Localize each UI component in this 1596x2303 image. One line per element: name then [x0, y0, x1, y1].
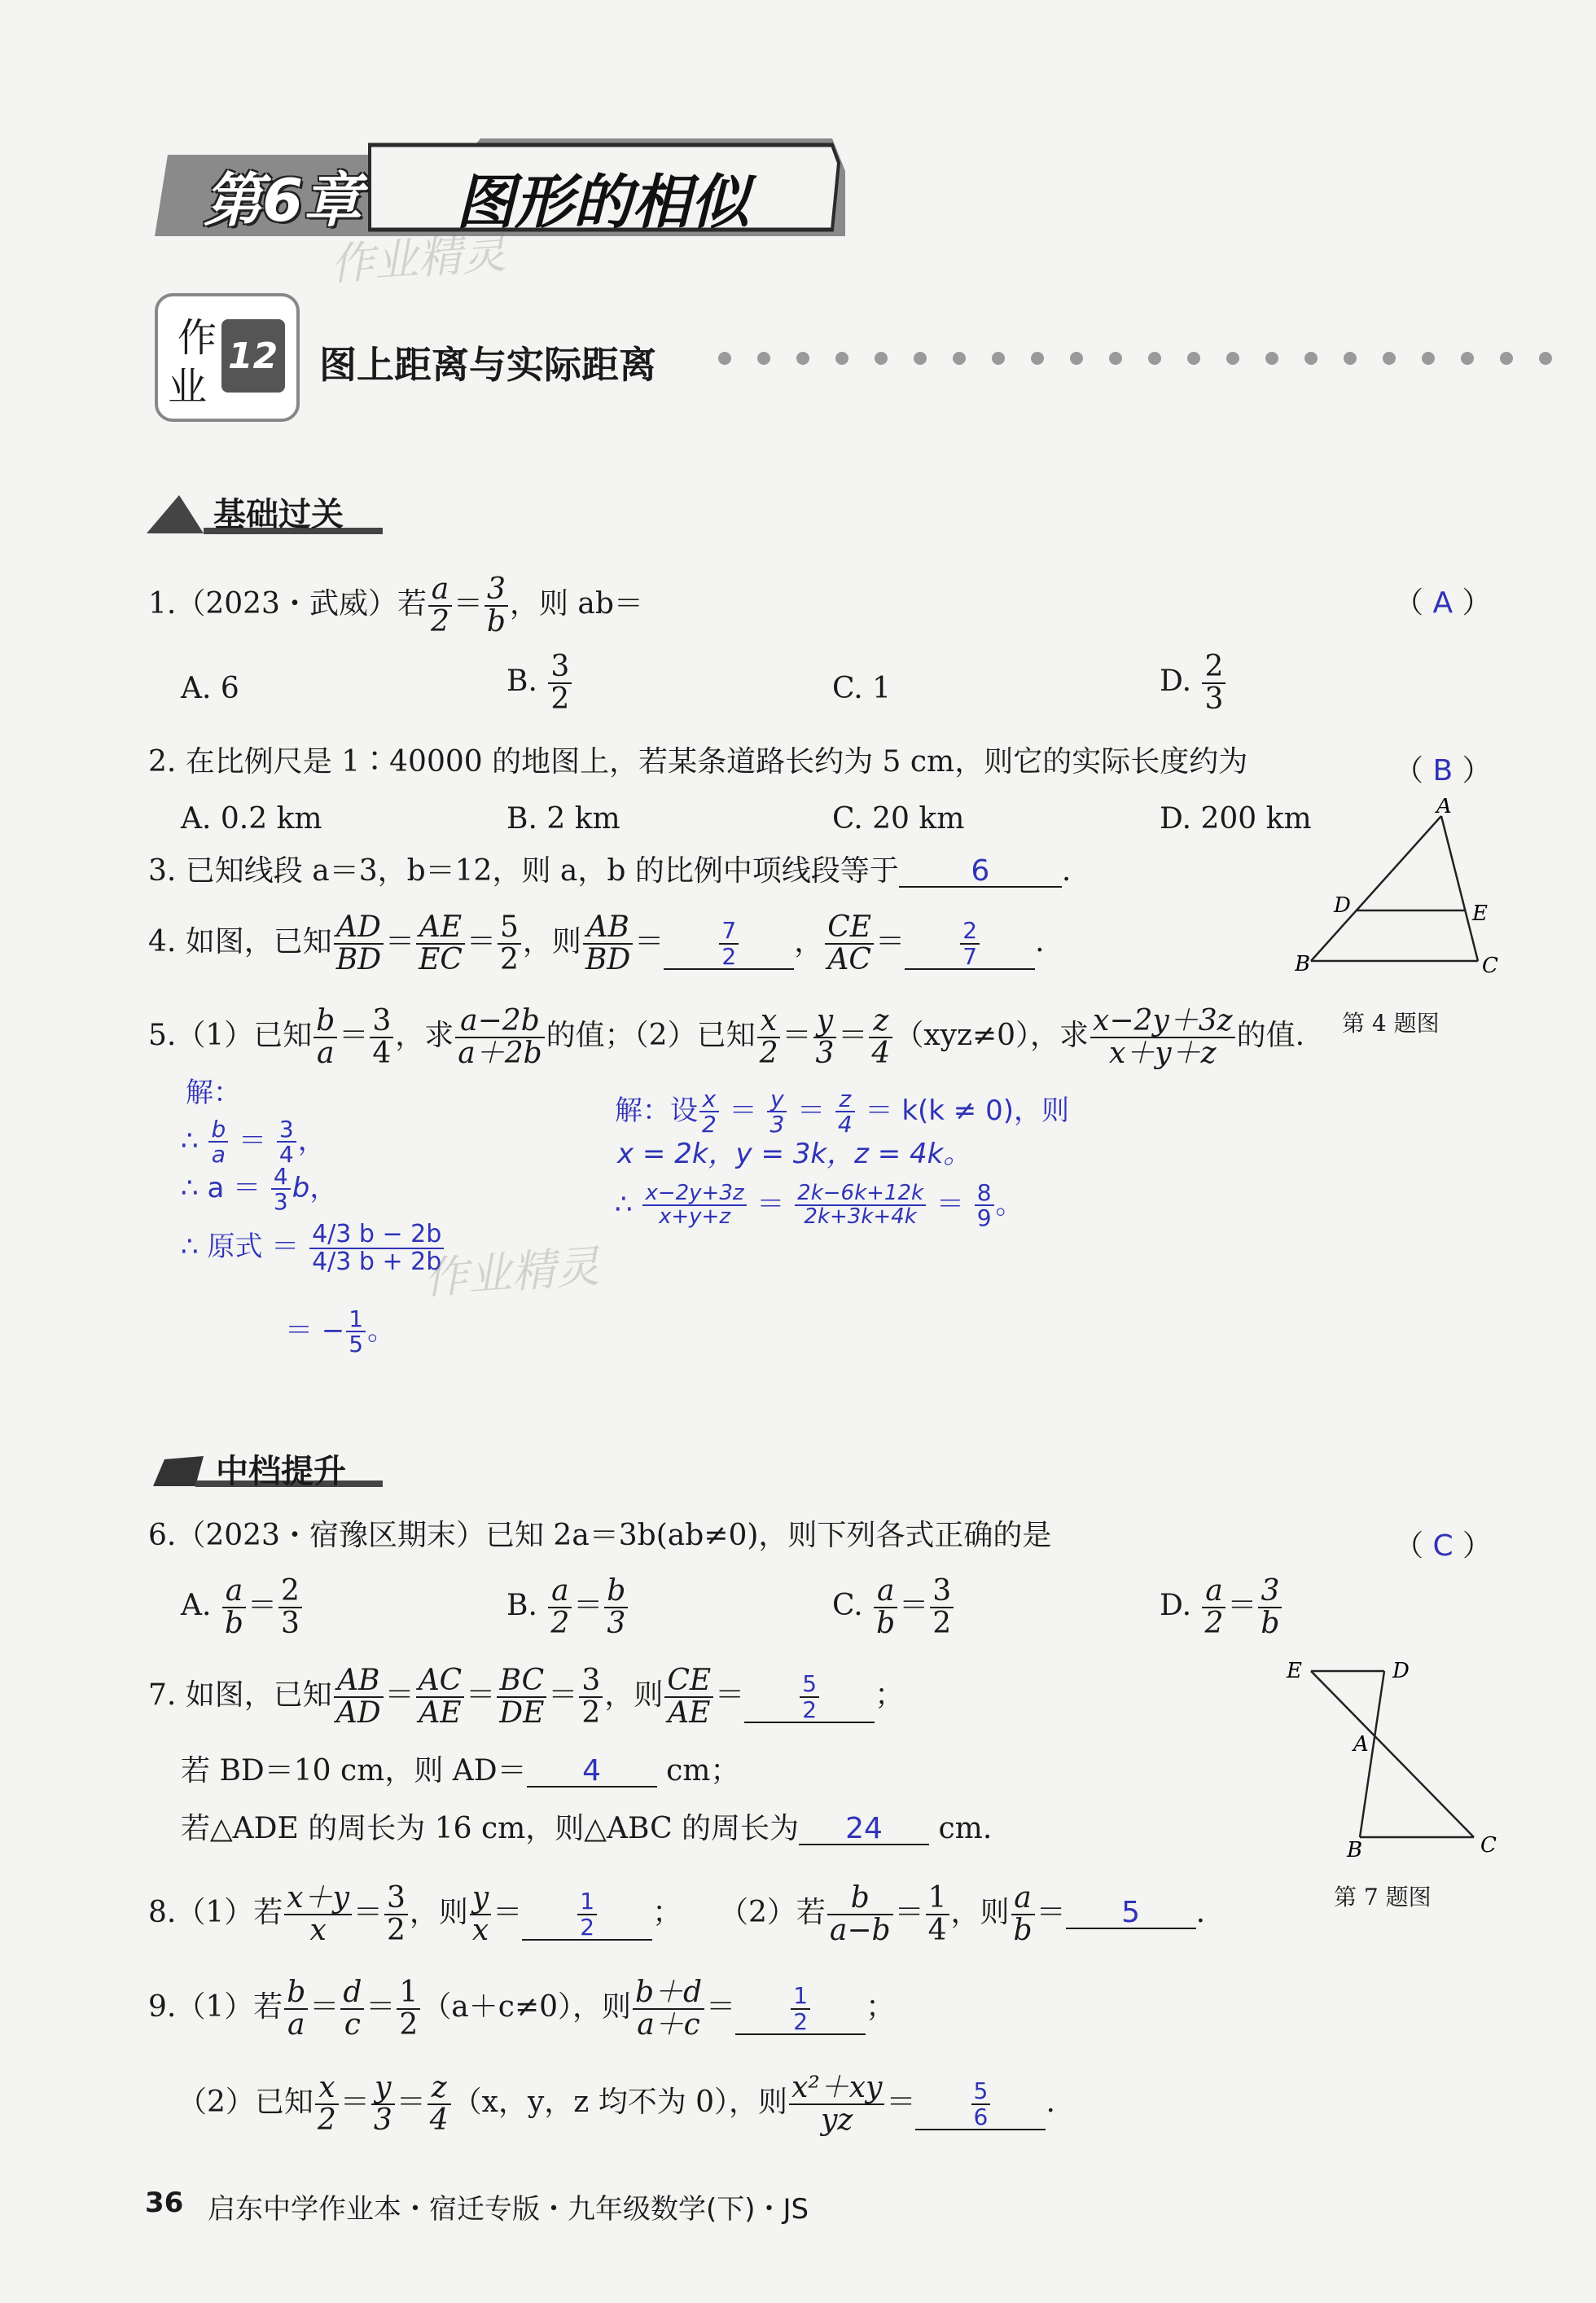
lesson-dots — [717, 346, 1572, 371]
q5-solution-2-line2: x = 2k，y = 3k，z = 4k。 — [617, 1138, 971, 1170]
q6-option-a: A. $\frac{a}{b}$ ＝ $\frac{2}{3}$ — [181, 1576, 304, 1639]
fig4-label-a: A — [1436, 798, 1452, 818]
footer-text: 启东中学作业本・宿迁专版・九年级数学(下)・JS — [208, 2193, 809, 2226]
q5-solution-2-line3: ∴ $\frac{x-2y+3z}{x+y+z}$ ＝ $\frac{2k-6k+12k}{2k+3k+4k}$ ＝ $\frac{8}{9}$ 。 — [615, 1179, 1024, 1232]
q6-option-d: D. $\frac{a}{2}$ ＝ $\frac{3}{b}$ — [1160, 1576, 1283, 1639]
q2-option-c: C. 20 km — [832, 802, 965, 836]
watermark: 作业精灵 — [328, 226, 508, 291]
q1-option-d: D. $\frac{2}{3}$ — [1160, 651, 1227, 715]
q1-answer: A — [1432, 586, 1454, 620]
page-number: 36 — [145, 2187, 184, 2219]
q5-solution-2-line1: 解：设 $\frac{x}{2}$ ＝ $\frac{y}{3}$ ＝ $\frac{z}{4}$ ＝ k(k ≠ 0)，则 — [615, 1086, 1069, 1138]
lesson-number — [221, 319, 285, 393]
question-9: 9.（1）若 $\frac{b}{a}$ ＝ $\frac{d}{c}$ ＝ $\frac{1}{2}$ （a＋c≠0），则 $\frac{b+d}{a+c}$ ＝ $\frac{1}{2}$ ； — [148, 1976, 896, 2042]
q2-option-d: D. 200 km — [1160, 802, 1312, 836]
question-7-line2: 若 BD＝10 cm，则 AD＝ 4 cm； — [181, 1754, 740, 1788]
section-basic-title: 基础过关 — [213, 496, 344, 533]
question-6: 6.（2023・宿豫区期末）已知 2a＝3b(ab≠0)，则下列各式正确的是 — [148, 1519, 1052, 1552]
question-7: 7. 如图，已知 $\frac{AB}{AD}$ ＝ $\frac{AC}{AE}$ ＝ $\frac{BC}{DE}$ ＝ $\frac{3}{2}$ ，则 $\frac{CE}{AE}$ ＝ $\frac{5}{2}$ ； — [148, 1664, 905, 1730]
fig7-label-b: B — [1347, 1838, 1363, 1857]
q7-answer-2: 4 — [582, 1754, 602, 1788]
fig4-label-c: C — [1482, 954, 1498, 978]
section-mid-title: 中档提升 — [216, 1453, 346, 1490]
q2-option-a: A. 0.2 km — [181, 802, 322, 836]
q2-option-b: B. 2 km — [506, 802, 620, 836]
question-3: 3. 已知线段 a＝3，b＝12，则 a，b 的比例中项线段等于 6 . — [148, 854, 1072, 888]
fig7-label-e: E — [1287, 1659, 1302, 1683]
q6-answer-bracket: （ C ） — [1394, 1529, 1493, 1563]
fig4-label-e: E — [1472, 901, 1488, 926]
fig7-label-a: A — [1353, 1732, 1369, 1757]
q6-option-b: B. $\frac{a}{2}$ ＝ $\frac{b}{3}$ — [506, 1576, 629, 1639]
chapter-banner — [155, 138, 855, 244]
question-1: 1.（2023・武威）若 $\frac{a}{2}$ ＝ $\frac{3}{b}$ ，则 ab＝ — [148, 572, 643, 638]
question-9-part2: （2）已知 $\frac{x}{2}$ ＝ $\frac{y}{3}$ ＝ $\frac{z}{4}$ （x，y，z 均不为 0），则 $\frac{\text{x²＋xy}}{yz}$ ＝ $\frac{5}{6}$ . — [178, 2071, 1055, 2137]
q5-solution-1-line1: ∴ $\frac{b}{a}$ ＝ $\frac{3}{4}$ ， — [181, 1116, 326, 1169]
q9-answer-2: $\frac{5}{6}$ — [971, 2079, 991, 2129]
q6-answer: C — [1432, 1529, 1454, 1563]
figure-7 — [1278, 1653, 1515, 1857]
q8-answer-2: 5 — [1121, 1895, 1141, 1929]
question-4: 4. 如图，已知 $\frac{AD}{BD}$ ＝ $\frac{AE}{EC}$ ＝ $\frac{5}{2}$ ，则 $\frac{AB}{BD}$ ＝ $\frac{7}{2}$ ， $\frac{CE}{AC}$ ＝ $\frac{2}{7}$ . — [148, 910, 1045, 976]
q1-tail: ，则 ab＝ — [509, 586, 643, 621]
q4-answer-1: $\frac{7}{2}$ — [719, 919, 739, 968]
q7-answer-1: $\frac{5}{2}$ — [800, 1672, 819, 1722]
lesson-number-text: 12 — [228, 336, 278, 377]
question-8: 8.（1）若 $\frac{x+y}{x}$ ＝ $\frac{3}{2}$ ，则 $\frac{y}{x}$ ＝ $\frac{1}{2}$ ； （2）若 $\frac{b}{a-b}$ ＝ $\frac{1}{4}$ ，则 $\frac{a}{b}$ ＝ 5 . — [148, 1881, 1206, 1947]
lesson-tag-bottom: 业 — [168, 364, 208, 410]
q1-option-c: C. 1 — [832, 672, 892, 705]
lesson-title: 图上距离与实际距离 — [319, 343, 656, 387]
q1-text: 1.（2023・武威）若 — [148, 586, 427, 621]
question-7-line3: 若△ADE 的周长为 16 cm，则△ABC 的周长为 24 cm. — [181, 1812, 993, 1845]
q1-frac-right: $\frac{3}{b}$ — [484, 574, 508, 638]
figure-7-caption: 第 7 题图 — [1334, 1884, 1432, 1910]
chapter-title: 图形的相似 — [456, 168, 750, 236]
q1-option-b: B. $\frac{3}{2}$ — [506, 651, 573, 715]
question-5: 5.（1）已知 $\frac{b}{a}$ ＝ $\frac{3}{4}$ ，求 $\frac{a-2b}{a+2b}$ 的值；（2）已知 $\frac{x}{2}$ ＝ $\frac{y}{3}$ ＝ $\frac{z}{4}$ （xyz≠0），求 $\frac{x-2y+3z}{x+y+z}$ 的值. — [148, 1004, 1305, 1070]
lesson-tag — [155, 293, 300, 422]
q4-answer-2: $\frac{2}{7}$ — [960, 919, 980, 968]
q5-solution-1-line4: ＝ − $\frac{1}{5}$ 。 — [285, 1305, 396, 1358]
figure-4-caption: 第 4 题图 — [1342, 1010, 1440, 1037]
q5-solution-1-line2: ∴ a ＝ $\frac{4}{3}$ b， — [181, 1163, 338, 1216]
watermark-2: 作业精灵 — [422, 1240, 602, 1305]
q1-frac-left: $\frac{a}{2}$ — [428, 574, 452, 638]
figure-4 — [1295, 798, 1506, 985]
q2-answer: B — [1432, 754, 1454, 787]
fig4-label-b: B — [1295, 952, 1311, 976]
q2-answer-bracket: （ B ） — [1394, 754, 1492, 787]
lesson-tag-top: 作 — [178, 315, 217, 361]
fig4-label-d: D — [1334, 893, 1351, 918]
q1-answer-bracket: （ A ） — [1394, 586, 1492, 620]
q8-answer-1: $\frac{1}{2}$ — [577, 1889, 597, 1939]
q6-option-c: C. $\frac{a}{b}$ ＝ $\frac{3}{2}$ — [832, 1576, 955, 1639]
q9-answer-1: $\frac{1}{2}$ — [791, 1984, 810, 2033]
fig7-label-d: D — [1392, 1659, 1410, 1683]
q5-solution-1-line3: ∴ 原式 ＝ $\frac{4/3 b - 2b}{4/3 b + 2b}$ — [181, 1222, 445, 1274]
q3-answer: 6 — [971, 854, 990, 888]
chapter-number: 第6章 — [204, 166, 362, 235]
q7-answer-3: 24 — [845, 1812, 883, 1845]
q5-solution-1-title: 解： — [186, 1077, 241, 1109]
q1-option-a: A. 6 — [181, 672, 239, 705]
question-2: 2. 在比例尺是 1∶40000 的地图上，若某条道路长约为 5 cm，则它的实际长度约为 — [148, 745, 1248, 779]
fig7-label-c: C — [1480, 1833, 1497, 1857]
